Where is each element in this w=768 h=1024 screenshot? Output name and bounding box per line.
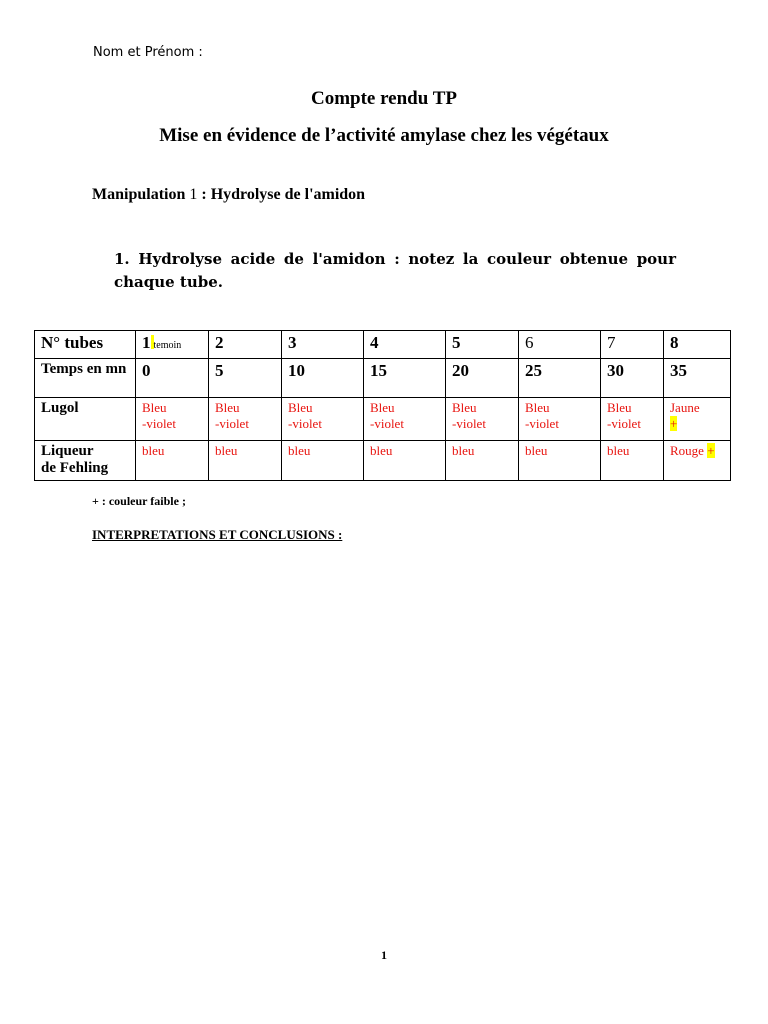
fehling-result: bleu [209, 441, 282, 481]
table-row-lugol [35, 398, 731, 441]
temps-value: 5 [209, 359, 282, 398]
tube-1 [136, 331, 209, 359]
lugol-line-1: Bleu [215, 400, 240, 415]
manipulation-heading [92, 186, 365, 204]
fehling-result: bleu [601, 441, 664, 481]
lugol-result [282, 398, 364, 441]
legend-note: + : couleur faible ; [92, 494, 186, 508]
temps-value: 30 [601, 359, 664, 398]
fehling-result [664, 441, 731, 481]
lugol-line-1: Bleu [525, 400, 550, 415]
fehling-result: bleu [519, 441, 601, 481]
lugol-result [364, 398, 446, 441]
table-row-temps [35, 359, 731, 398]
results-table [34, 330, 731, 481]
temps-value: 35 [664, 359, 731, 398]
lugol-line-1: Bleu [370, 400, 395, 415]
lugol-line-1: Bleu [452, 400, 477, 415]
lugol-result [209, 398, 282, 441]
tubes-header: N° tubes [35, 331, 136, 359]
lugol-line-1: Bleu [288, 400, 313, 415]
lugol-result [519, 398, 601, 441]
lugol-line-2: -violet [452, 416, 486, 431]
question-1 [114, 248, 676, 294]
fehling-result: bleu [446, 441, 519, 481]
tube-1-temoin: temoin [153, 340, 182, 351]
question-text: Hydrolyse acide de l'amidon : notez la couleur obtenue pour chaque tube. [114, 250, 676, 291]
interpretations-heading: INTERPRETATIONS ET CONCLUSIONS : [92, 527, 343, 542]
lugol-line-1: Jaune [670, 400, 700, 415]
tube-7: 7 [601, 331, 664, 359]
tube-5: 5 [446, 331, 519, 359]
manipulation-suffix: : Hydrolyse de l'amidon [197, 186, 366, 203]
fehling-label-line-1: Liqueur [41, 443, 94, 459]
lugol-line-2: -violet [607, 416, 641, 431]
tube-1-number: 1 [142, 333, 151, 352]
lugol-result [664, 398, 731, 441]
lugol-result [136, 398, 209, 441]
manipulation-number: 1 [189, 186, 198, 203]
temps-header: Temps en mn [35, 359, 136, 398]
lugol-header: Lugol [35, 398, 136, 441]
lugol-line-1: Bleu [607, 400, 632, 415]
lugol-line-2: -violet [215, 416, 249, 431]
temps-value: 15 [364, 359, 446, 398]
tube-3: 3 [282, 331, 364, 359]
fehling-header [35, 441, 136, 481]
temps-value: 0 [136, 359, 209, 398]
manipulation-prefix: Manipulation [92, 186, 190, 203]
lugol-line-1: Bleu [142, 400, 167, 415]
fehling-result: bleu [282, 441, 364, 481]
table-row-tubes [35, 331, 731, 359]
temps-value: 20 [446, 359, 519, 398]
fehling-result: bleu [136, 441, 209, 481]
page-subtitle: Mise en évidence de l’activité amylase chez les végétaux [159, 125, 609, 146]
temps-value: 25 [519, 359, 601, 398]
name-label: Nom et Prénom : [93, 45, 203, 60]
page-number: 1 [381, 948, 387, 962]
table-row-fehling [35, 441, 731, 481]
tube-2: 2 [209, 331, 282, 359]
lugol-line-2: -violet [525, 416, 559, 431]
page-title: Compte rendu TP [310, 88, 458, 109]
fehling-label-line-2: de Fehling [41, 460, 109, 476]
lugol-line-2: -violet [142, 416, 176, 431]
question-number: 1. [114, 250, 130, 268]
fehling-faint-mark: + [707, 443, 715, 458]
lugol-result [601, 398, 664, 441]
temps-value: 10 [282, 359, 364, 398]
lugol-result [446, 398, 519, 441]
fehling-result: bleu [364, 441, 446, 481]
fehling-last-value: Rouge [670, 443, 704, 458]
lugol-faint-mark: + [670, 416, 678, 431]
tube-6: 6 [519, 331, 601, 359]
tube-8: 8 [664, 331, 731, 359]
lugol-line-2: -violet [288, 416, 322, 431]
lugol-line-2: -violet [370, 416, 404, 431]
tube-4: 4 [364, 331, 446, 359]
